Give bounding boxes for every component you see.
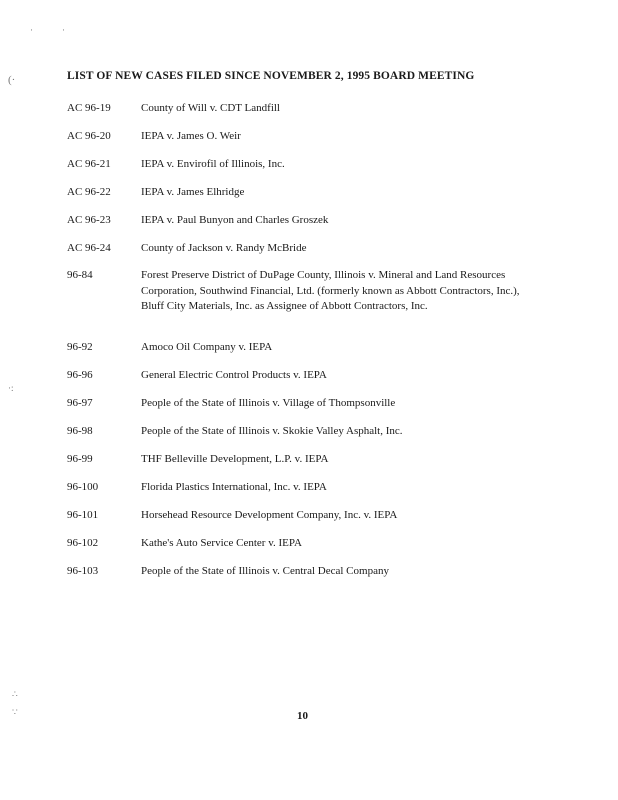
case-name: Kathe's Auto Service Center v. IEPA	[141, 537, 302, 549]
case-number: 96-102	[67, 537, 99, 549]
case-name: IEPA v. Paul Bunyon and Charles Groszek	[141, 214, 329, 226]
case-name: IEPA v. James Elhridge	[141, 186, 245, 198]
case-name: People of the State of Illinois v. Skokie Valley Asphalt, Inc.	[141, 425, 403, 437]
scan-speck: ·	[62, 25, 65, 35]
case-number: 96-101	[67, 509, 99, 521]
case-number: 96-103	[67, 565, 99, 577]
case-number: 96-92	[67, 341, 93, 353]
case-number: AC 96-24	[67, 242, 111, 254]
case-number: AC 96-20	[67, 130, 111, 142]
case-name: IEPA v. Envirofil of Illinois, Inc.	[141, 158, 285, 170]
case-number: AC 96-22	[67, 186, 111, 198]
page-title: LIST OF NEW CASES FILED SINCE NOVEMBER 2, 1995 BOARD MEETING	[67, 70, 475, 82]
case-name: Horsehead Resource Development Company, Inc. v. IEPA	[141, 509, 398, 521]
case-number: 96-84	[67, 269, 93, 281]
scan-speck: ·:	[8, 383, 14, 393]
case-name: County of Will v. CDT Landfill	[141, 102, 280, 114]
page-number: 10	[297, 710, 308, 722]
case-number: AC 96-19	[67, 102, 111, 114]
case-number: AC 96-21	[67, 158, 111, 170]
scan-mark: (·	[8, 74, 16, 86]
case-name: IEPA v. James O. Weir	[141, 130, 241, 142]
case-number: 96-97	[67, 397, 93, 409]
case-number: 96-99	[67, 453, 93, 465]
case-name: County of Jackson v. Randy McBride	[141, 242, 307, 254]
case-number: 96-96	[67, 369, 93, 381]
case-number: AC 96-23	[67, 214, 111, 226]
case-name: Forest Preserve District of DuPage County, Illinois v. Mineral and Land Resources Corporation, Southwind Financial, Ltd. (formerly known as Abbott Contractors, Inc.), Bluff City Materials, Inc. as Assignee of Abbott Contractors, Inc.	[141, 269, 520, 312]
case-name: THF Belleville Development, L.P. v. IEPA	[141, 453, 329, 465]
case-name: People of the State of Illinois v. Central Decal Company	[141, 565, 389, 577]
scan-speck: ∵	[12, 707, 18, 717]
scan-speck: ·	[30, 25, 33, 35]
case-name: Florida Plastics International, Inc. v. IEPA	[141, 481, 327, 493]
case-name: General Electric Control Products v. IEPA	[141, 369, 327, 381]
case-name: People of the State of Illinois v. Village of Thompsonville	[141, 397, 396, 409]
case-number: 96-98	[67, 425, 93, 437]
scan-speck: ∴	[12, 689, 18, 699]
case-number: 96-100	[67, 481, 99, 493]
case-name: Amoco Oil Company v. IEPA	[141, 341, 273, 353]
